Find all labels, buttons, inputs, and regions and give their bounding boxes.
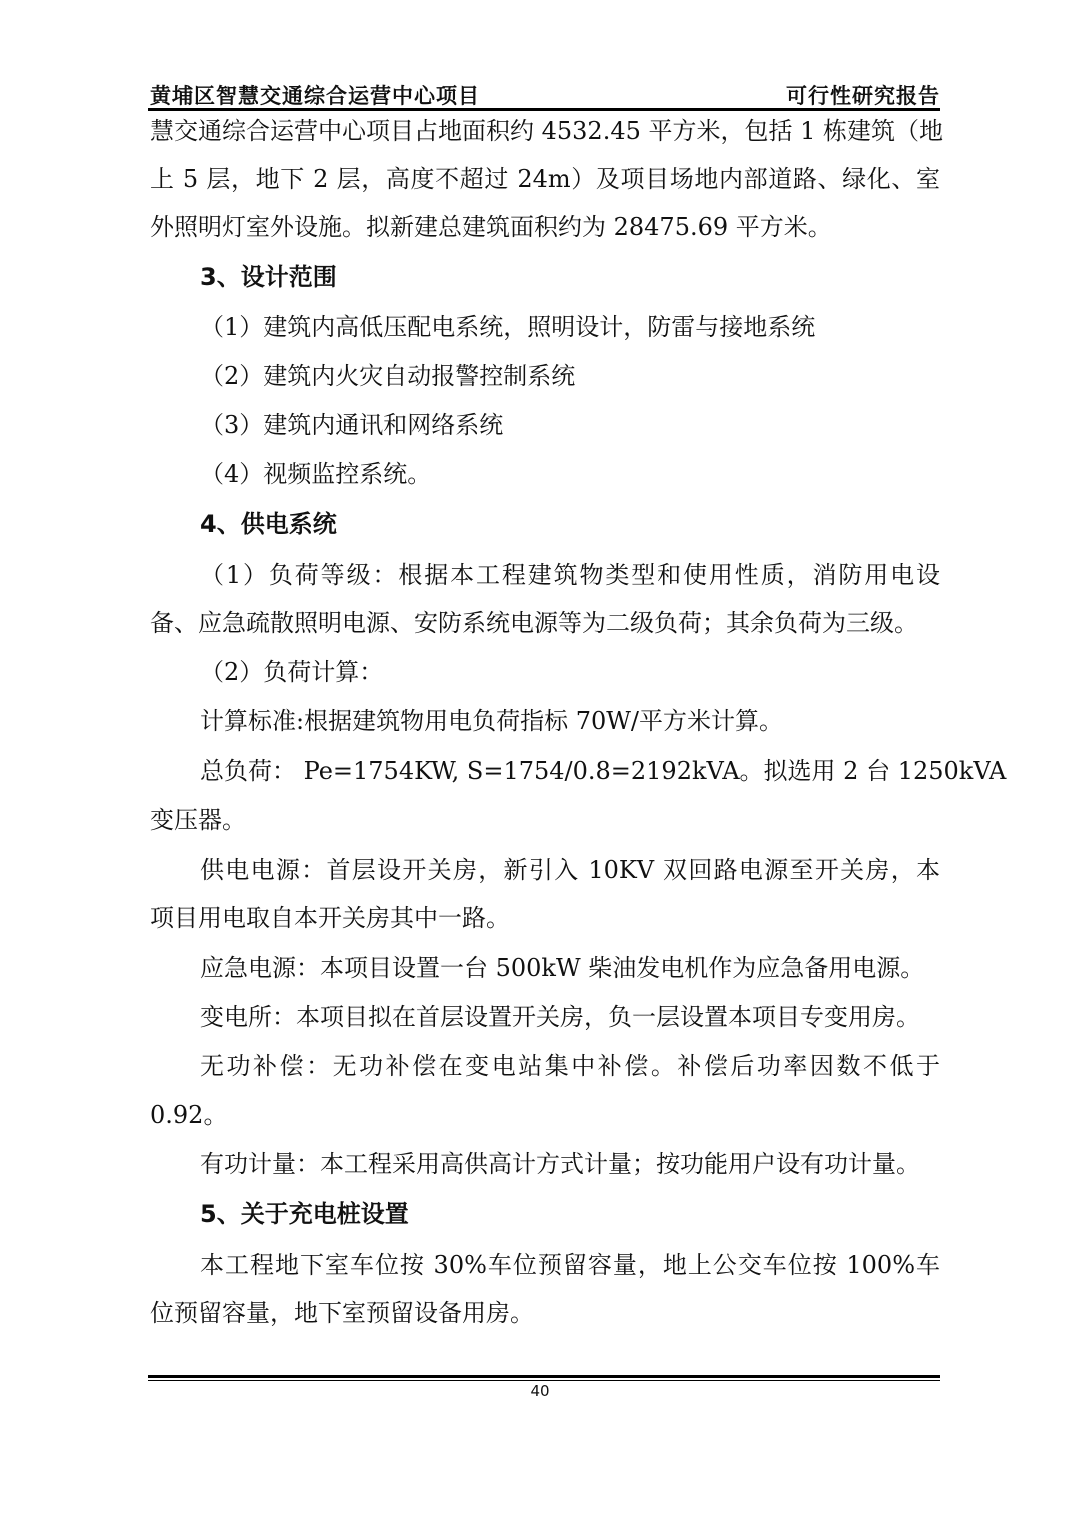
list-item: （2）建筑内火灾自动报警控制系统 [200, 362, 576, 390]
paragraph-line: 应急电源：本项目设置一台 500kW 柴油发电机作为应急备用电源。 [200, 954, 925, 982]
paragraph-line: 本工程地下室车位按 30%车位预留容量，地上公交车位按 100%车 [200, 1251, 940, 1279]
section-heading-5: 5、关于充电桩设置 [200, 1200, 409, 1228]
header-report-type: 可行性研究报告 [786, 84, 940, 108]
header-project-title: 黄埔区智慧交通综合运营中心项目 [150, 84, 480, 108]
paragraph-line: （2）负荷计算： [200, 658, 384, 686]
paragraph-line: 有功计量：本工程采用高供高计方式计量；按功能用户设有功计量。 [200, 1150, 920, 1178]
paragraph-line: 慧交通综合运营中心项目占地面积约 4532.45 平方米，包括 1 栋建筑（地 [150, 117, 944, 145]
section-heading-4: 4、供电系统 [200, 510, 337, 538]
paragraph-line: 0.92。 [150, 1101, 228, 1129]
paragraph-line: 备、应急疏散照明电源、安防系统电源等为二级负荷；其余负荷为三级。 [150, 609, 918, 637]
list-item: （3）建筑内通讯和网络系统 [200, 411, 504, 439]
list-item: （1）建筑内高低压配电系统，照明设计，防雷与接地系统 [200, 313, 816, 341]
paragraph-line: 项目用电取自本开关房其中一路。 [150, 904, 510, 932]
paragraph-line: 位预留容量，地下室预留设备用房。 [150, 1299, 534, 1327]
paragraph-line: 无功补偿：无功补偿在变电站集中补偿。补偿后功率因数不低于 [200, 1052, 940, 1080]
paragraph-line: 外照明灯室外设施。拟新建总建筑面积约为 28475.69 平方米。 [150, 213, 832, 241]
footer-divider-thin [148, 1380, 940, 1381]
header-divider [148, 108, 940, 111]
page-number: 40 [530, 1382, 550, 1400]
paragraph-line: 变压器。 [150, 806, 246, 834]
paragraph-line: 供电电源：首层设开关房，新引入 10KV 双回路电源至开关房，本 [200, 856, 940, 884]
paragraph-line: 计算标准:根据建筑物用电负荷指标 70W/平方米计算。 [200, 707, 784, 735]
footer-divider [148, 1375, 940, 1378]
paragraph-line: （1）负荷等级：根据本工程建筑物类型和使用性质，消防用电设 [200, 561, 940, 589]
paragraph-line: 总负荷： Pe=1754KW, S=1754/0.8=2192kVA。拟选用 2 台 1250kVA [200, 757, 1007, 785]
list-item: （4）视频监控系统。 [200, 460, 432, 488]
paragraph-line: 上 5 层，地下 2 层，高度不超过 24m）及项目场地内部道路、绿化、室 [150, 165, 940, 193]
section-heading-3: 3、设计范围 [200, 263, 337, 291]
paragraph-line: 变电所：本项目拟在首层设置开关房，负一层设置本项目专变用房。 [200, 1003, 920, 1031]
